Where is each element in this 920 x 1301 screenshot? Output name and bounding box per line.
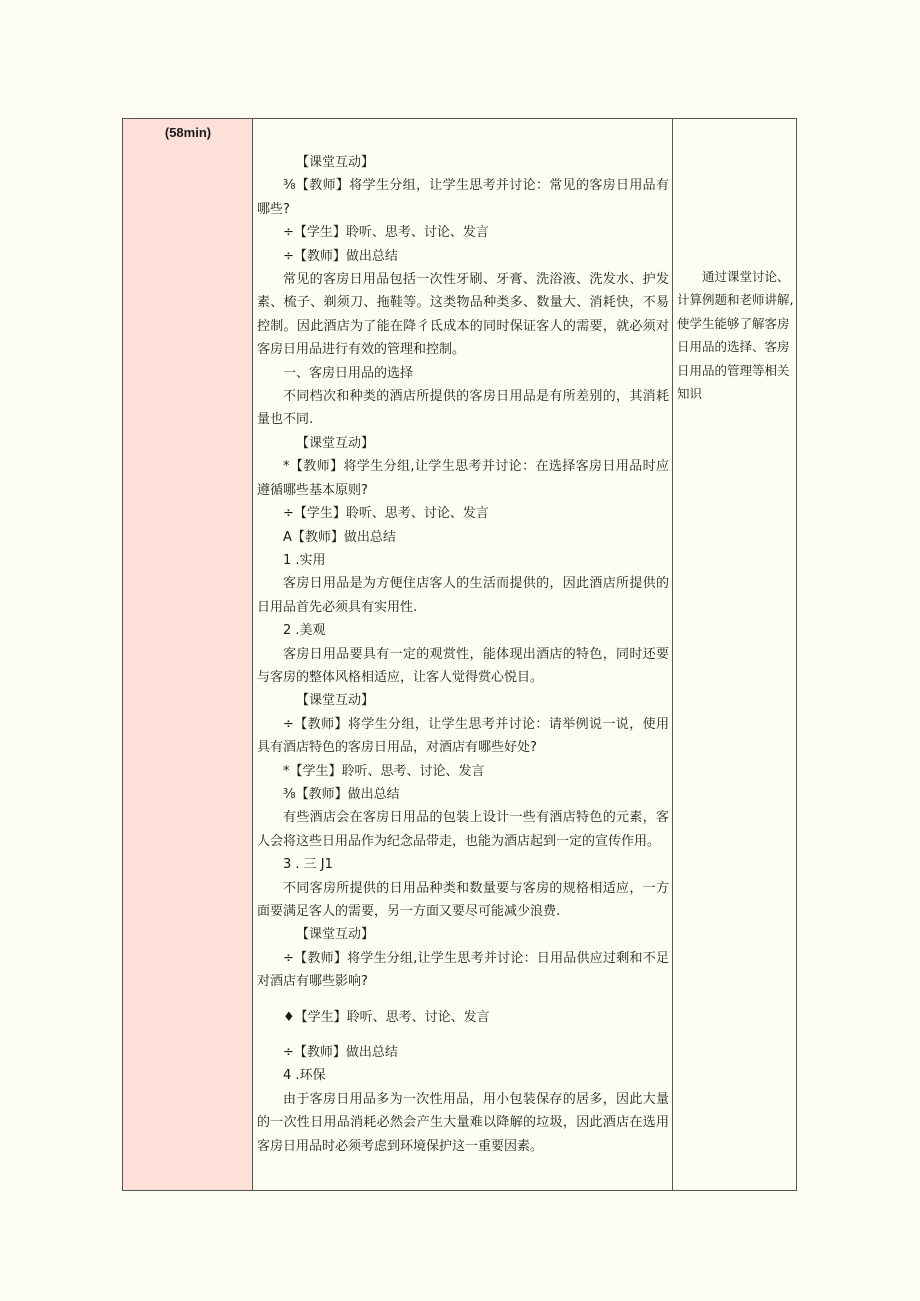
- content-paragraph: ⅜【教师】将学生分组，让学生思考并讨论：常见的客房日用品有哪些?: [257, 178, 669, 217]
- content-paragraph: 客房日用品是为方便住店客人的生活而提供的，因此酒店所提供的日用品首先必须具有实用性.: [257, 576, 669, 615]
- content-paragraph: ♦【学生】聆听、思考、讨论、发言: [283, 1009, 490, 1025]
- lesson-table: [122, 118, 797, 1191]
- content-paragraph: 由于客房日用品多为一次性用品，用小包装保存的居多，因此大量的一次性日用品消耗必然会产生大量难以降解的垃圾，因此酒店在选用客房日用品时必须考虑到环境保护这一重要因素。: [257, 1091, 669, 1154]
- content-paragraph: 【课堂互动】: [296, 155, 375, 170]
- content-paragraph: 【课堂互动】: [296, 927, 375, 943]
- content-paragraph: *【教师】将学生分组,让学生思考并讨论：在选择客房日用品时应遵循哪些基本原则?: [257, 459, 669, 498]
- content-paragraph: ÷【学生】聆听、思考、讨论、发言: [283, 506, 489, 522]
- content-paragraph: ÷【教师】将学生分组,让学生思考并讨论：日用品供应过剩和不足对酒店有哪些影响?: [257, 950, 669, 990]
- content-paragraph: 有些酒店会在客房日用品的包装上设计一些有酒店特色的元素，客人会将这些日用品作为纪念品带走，也能为酒店起到一定的宣传作用。: [257, 810, 669, 849]
- content-paragraph: ÷【教师】做出总结: [283, 1045, 398, 1061]
- content-paragraph: ÷【学生】聆听、思考、讨论、发言: [283, 225, 489, 241]
- content-paragraph: 常见的客房日用品包括一次性牙刷、牙膏、洗浴液、洗发水、护发素、梳子、剃须刀、拖鞋等。这类物品种类多、数量大、消耗快，不易控制。因此酒店为了能在降彳氐成本的同时保证客人的需要，就必须对客房日用品进行有效的管理和控制。: [257, 272, 669, 358]
- content-paragraph: 4 .环保: [283, 1068, 326, 1084]
- time-column: [123, 119, 253, 1190]
- content-paragraph: *【学生】聆听、思考、讨论、发言: [283, 763, 485, 779]
- content-paragraph: 【课堂互动】: [296, 435, 375, 451]
- content-paragraph: 2 .美观: [283, 623, 326, 639]
- content-paragraph: 3 . 三 J1: [283, 857, 333, 873]
- content-paragraph: 不同客房所提供的日用品种类和数量要与客房的规格相适应，一方面要满足客人的需要，另一方面又要尽可能减少浪费.: [257, 880, 669, 919]
- content-paragraph: A【教师】做出总结: [283, 529, 396, 545]
- content-paragraph: ÷【教师】将学生分组，让学生思考并讨论：请举例说一说，使用具有酒店特色的客房日用品，对酒店有哪些好处?: [257, 716, 669, 756]
- objective-text: 通过课堂讨论、计算例题和老师讲解,使学生能够了解客房日用品的选择、客房日用品的管理等相关知识: [677, 269, 794, 402]
- content-paragraph: ⅜【教师】做出总结: [283, 786, 400, 802]
- lesson-content: [257, 151, 669, 1158]
- content-paragraph: ÷【教师】做出总结: [283, 248, 398, 264]
- content-column: [253, 119, 673, 1190]
- objective-column: [673, 119, 797, 1190]
- content-paragraph: 1 .实用: [283, 552, 326, 568]
- content-paragraph: 不同档次和种类的酒店所提供的客房日用品是有所差别的，其消耗量也不同.: [257, 389, 669, 428]
- content-paragraph: 一、客房日用品的选择: [283, 365, 414, 381]
- time-label: (58min): [164, 125, 212, 140]
- content-paragraph: 【课堂互动】: [296, 693, 375, 709]
- content-paragraph: 客房日用品要具有一定的观赏性，能体现出酒店的特色，同时还要与客房的整体风格相适应，让客人觉得赏心悦目。: [257, 646, 669, 685]
